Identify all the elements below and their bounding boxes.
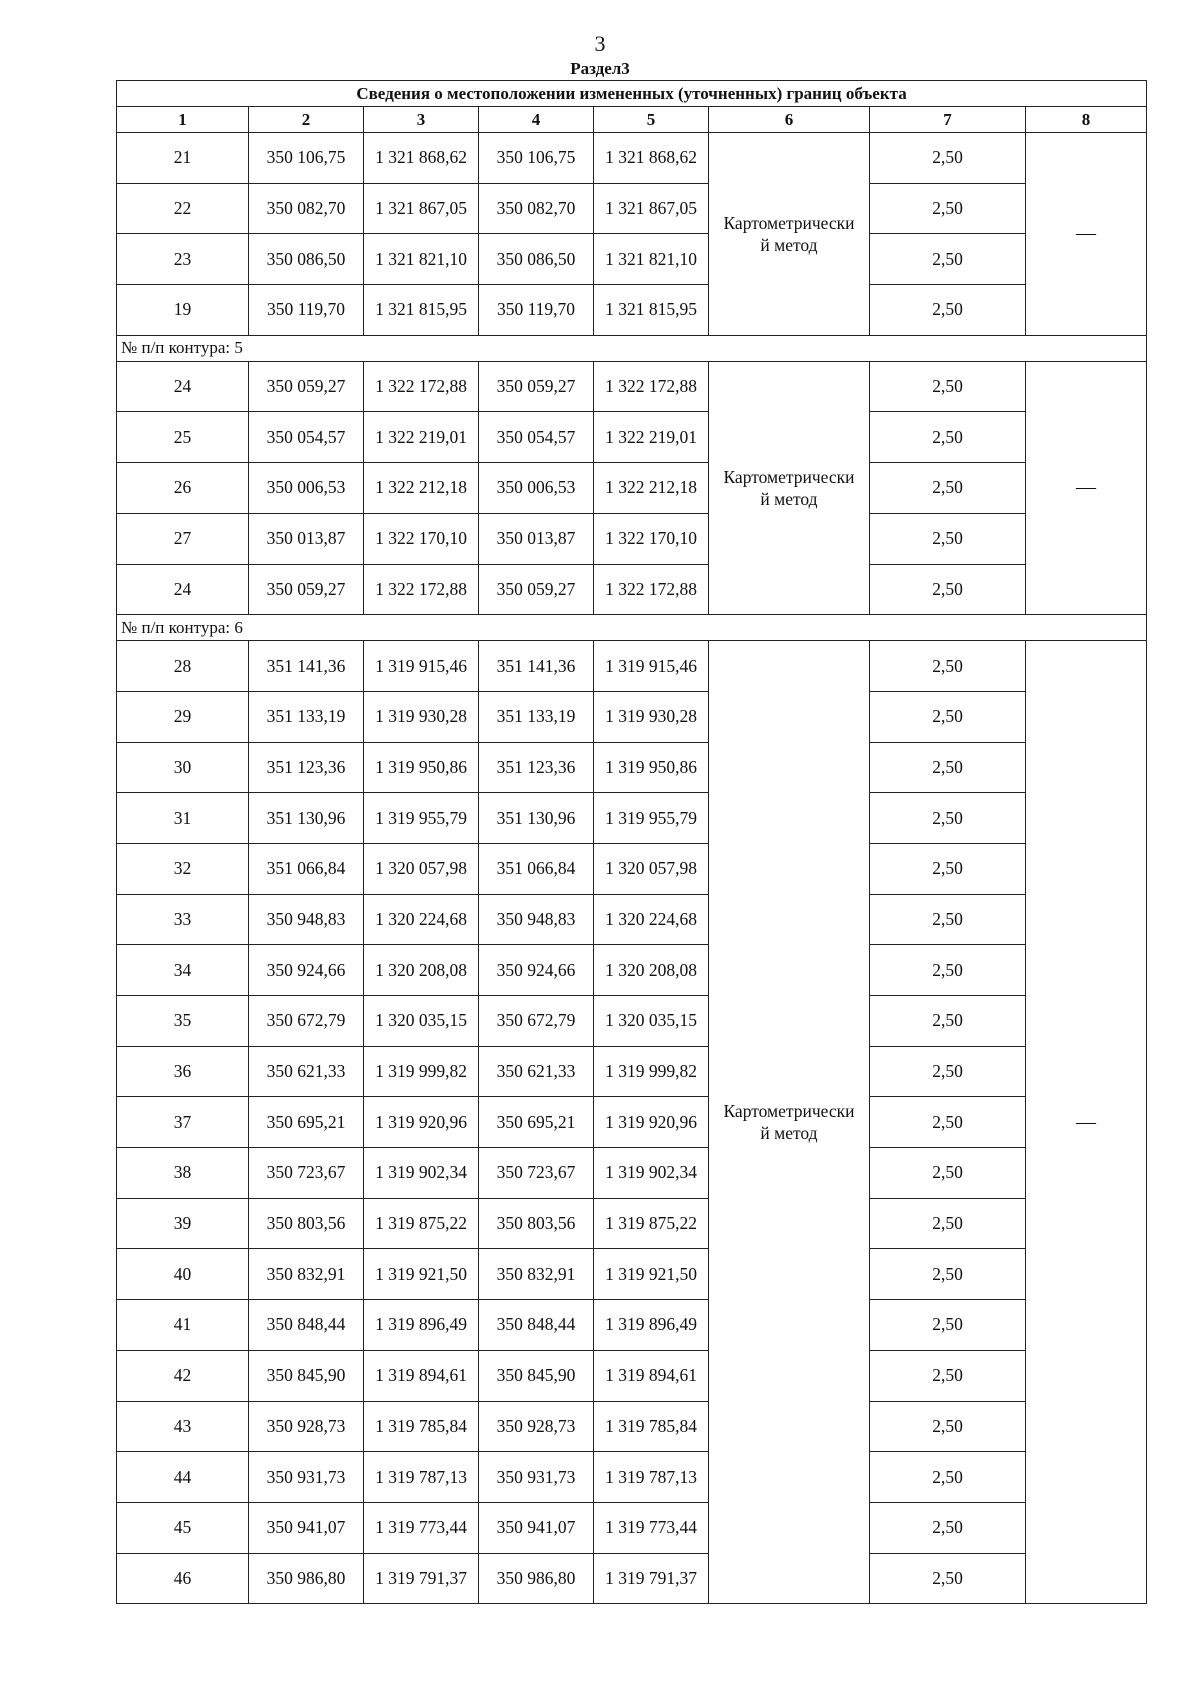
point-number-cell: 24 [117,361,249,412]
x-new-cell: 350 621,33 [479,1046,594,1097]
y-existing-cell: 1 319 915,46 [364,641,479,692]
table-row [117,793,1147,844]
x-existing-cell: 350 621,33 [249,1046,364,1097]
y-existing-cell: 1 319 902,34 [364,1148,479,1199]
x-existing-cell: 351 133,19 [249,691,364,742]
point-number-cell: 41 [117,1300,249,1351]
method-line: Картометрически [723,466,855,487]
method-line: й метод [760,488,818,509]
x-new-cell: 350 695,21 [479,1097,594,1148]
x-new-cell: 350 106,75 [479,133,594,184]
y-new-cell: 1 320 057,98 [594,843,709,894]
accuracy-cell: 2,50 [870,463,1026,514]
note-cell: — [1026,361,1147,614]
accuracy-cell: 2,50 [870,1046,1026,1097]
accuracy-cell: 2,50 [870,1452,1026,1503]
point-number-cell: 33 [117,894,249,945]
x-new-cell: 350 928,73 [479,1401,594,1452]
y-new-cell: 1 320 224,68 [594,894,709,945]
y-existing-cell: 1 319 785,84 [364,1401,479,1452]
point-number-cell: 44 [117,1452,249,1503]
column-number: 6 [709,107,870,133]
x-existing-cell: 350 848,44 [249,1300,364,1351]
table-row [117,1198,1147,1249]
point-number-cell: 29 [117,691,249,742]
method-cell [709,133,870,336]
point-number-cell: 31 [117,793,249,844]
y-new-cell: 1 321 867,05 [594,183,709,234]
x-new-cell: 350 941,07 [479,1502,594,1553]
x-existing-cell: 350 931,73 [249,1452,364,1503]
note-cell: — [1026,133,1147,336]
accuracy-cell: 2,50 [870,1553,1026,1604]
table-row [117,1249,1147,1300]
column-number: 7 [870,107,1026,133]
table-row [117,285,1147,336]
y-existing-cell: 1 320 035,15 [364,996,479,1047]
accuracy-cell: 2,50 [870,564,1026,615]
x-new-cell: 351 141,36 [479,641,594,692]
y-existing-cell: 1 319 955,79 [364,793,479,844]
section-title: Раздел3 [570,59,630,78]
y-new-cell: 1 319 915,46 [594,641,709,692]
y-new-cell: 1 320 035,15 [594,996,709,1047]
x-existing-cell: 350 082,70 [249,183,364,234]
x-existing-cell: 350 723,67 [249,1148,364,1199]
point-number-cell: 26 [117,463,249,514]
x-existing-cell: 350 803,56 [249,1198,364,1249]
x-existing-cell: 351 141,36 [249,641,364,692]
x-existing-cell: 350 059,27 [249,361,364,412]
accuracy-cell: 2,50 [870,742,1026,793]
y-existing-cell: 1 319 896,49 [364,1300,479,1351]
x-new-cell: 350 803,56 [479,1198,594,1249]
accuracy-cell: 2,50 [870,1198,1026,1249]
method-cell [709,641,870,1604]
table-row [117,1300,1147,1351]
table-row [117,1401,1147,1452]
y-new-cell: 1 319 791,37 [594,1553,709,1604]
point-number-cell: 22 [117,183,249,234]
accuracy-cell: 2,50 [870,412,1026,463]
accuracy-cell: 2,50 [870,691,1026,742]
x-existing-cell: 350 986,80 [249,1553,364,1604]
x-existing-cell: 350 119,70 [249,285,364,336]
y-existing-cell: 1 319 930,28 [364,691,479,742]
y-new-cell: 1 319 773,44 [594,1502,709,1553]
y-new-cell: 1 319 921,50 [594,1249,709,1300]
x-new-cell: 350 723,67 [479,1148,594,1199]
y-new-cell: 1 322 170,10 [594,513,709,564]
accuracy-cell: 2,50 [870,1300,1026,1351]
y-new-cell: 1 319 920,96 [594,1097,709,1148]
table-row [117,1046,1147,1097]
x-existing-cell: 350 832,91 [249,1249,364,1300]
y-new-cell: 1 321 868,62 [594,133,709,184]
point-number-cell: 38 [117,1148,249,1199]
y-new-cell: 1 319 875,22 [594,1198,709,1249]
method-cell [709,361,870,614]
x-existing-cell: 350 928,73 [249,1401,364,1452]
x-existing-cell: 350 013,87 [249,513,364,564]
accuracy-cell: 2,50 [870,234,1026,285]
x-new-cell: 351 130,96 [479,793,594,844]
x-new-cell: 351 066,84 [479,843,594,894]
y-existing-cell: 1 319 787,13 [364,1452,479,1503]
point-number-cell: 40 [117,1249,249,1300]
x-existing-cell: 351 123,36 [249,742,364,793]
y-new-cell: 1 321 815,95 [594,285,709,336]
point-number-cell: 30 [117,742,249,793]
x-existing-cell: 350 948,83 [249,894,364,945]
x-new-cell: 351 123,36 [479,742,594,793]
column-number: 8 [1026,107,1147,133]
table-row [117,1350,1147,1401]
point-number-cell: 36 [117,1046,249,1097]
y-existing-cell: 1 322 212,18 [364,463,479,514]
accuracy-cell: 2,50 [870,1249,1026,1300]
y-new-cell: 1 322 219,01 [594,412,709,463]
x-new-cell: 350 119,70 [479,285,594,336]
accuracy-cell: 2,50 [870,843,1026,894]
y-existing-cell: 1 320 057,98 [364,843,479,894]
x-new-cell: 350 086,50 [479,234,594,285]
y-existing-cell: 1 319 894,61 [364,1350,479,1401]
x-existing-cell: 350 924,66 [249,945,364,996]
y-new-cell: 1 319 902,34 [594,1148,709,1199]
method-line: Картометрически [723,212,855,233]
boundary-coordinates-table [116,80,1147,1604]
table-row [117,1148,1147,1199]
point-number-cell: 23 [117,234,249,285]
y-new-cell: 1 322 172,88 [594,564,709,615]
y-existing-cell: 1 320 224,68 [364,894,479,945]
table-row [117,843,1147,894]
point-number-cell: 39 [117,1198,249,1249]
accuracy-cell: 2,50 [870,996,1026,1047]
accuracy-cell: 2,50 [870,285,1026,336]
column-number: 5 [594,107,709,133]
table-row [117,133,1147,184]
x-new-cell: 350 672,79 [479,996,594,1047]
accuracy-cell: 2,50 [870,1401,1026,1452]
y-existing-cell: 1 322 172,88 [364,564,479,615]
y-existing-cell: 1 321 815,95 [364,285,479,336]
y-new-cell: 1 322 172,88 [594,361,709,412]
x-new-cell: 351 133,19 [479,691,594,742]
y-existing-cell: 1 322 170,10 [364,513,479,564]
point-number-cell: 28 [117,641,249,692]
accuracy-cell: 2,50 [870,793,1026,844]
x-existing-cell: 350 695,21 [249,1097,364,1148]
x-existing-cell: 350 059,27 [249,564,364,615]
table-row [117,361,1147,412]
y-existing-cell: 1 319 791,37 [364,1553,479,1604]
accuracy-cell: 2,50 [870,1097,1026,1148]
x-existing-cell: 350 006,53 [249,463,364,514]
accuracy-cell: 2,50 [870,945,1026,996]
accuracy-cell: 2,50 [870,513,1026,564]
y-new-cell: 1 319 999,82 [594,1046,709,1097]
y-existing-cell: 1 322 219,01 [364,412,479,463]
point-number-cell: 25 [117,412,249,463]
table-row [117,1502,1147,1553]
y-existing-cell: 1 321 821,10 [364,234,479,285]
method-line: й метод [760,234,818,255]
x-existing-cell: 350 054,57 [249,412,364,463]
y-existing-cell: 1 321 868,62 [364,133,479,184]
point-number-cell: 34 [117,945,249,996]
y-existing-cell: 1 320 208,08 [364,945,479,996]
x-new-cell: 350 059,27 [479,564,594,615]
y-new-cell: 1 319 950,86 [594,742,709,793]
table-row [117,742,1147,793]
x-existing-cell: 351 066,84 [249,843,364,894]
point-number-cell: 24 [117,564,249,615]
column-number: 2 [249,107,364,133]
y-new-cell: 1 319 955,79 [594,793,709,844]
x-existing-cell: 350 672,79 [249,996,364,1047]
point-number-cell: 32 [117,843,249,894]
y-new-cell: 1 320 208,08 [594,945,709,996]
contour-label: № п/п контура: 6 [117,615,1147,641]
point-number-cell: 46 [117,1553,249,1604]
x-new-cell: 350 924,66 [479,945,594,996]
y-new-cell: 1 319 787,13 [594,1452,709,1503]
y-existing-cell: 1 319 875,22 [364,1198,479,1249]
table-row [117,564,1147,615]
accuracy-cell: 2,50 [870,1148,1026,1199]
x-new-cell: 350 848,44 [479,1300,594,1351]
point-number-cell: 45 [117,1502,249,1553]
y-new-cell: 1 319 896,49 [594,1300,709,1351]
point-number-cell: 21 [117,133,249,184]
x-new-cell: 350 931,73 [479,1452,594,1503]
y-existing-cell: 1 319 920,96 [364,1097,479,1148]
table-row [117,412,1147,463]
y-new-cell: 1 321 821,10 [594,234,709,285]
column-number: 3 [364,107,479,133]
contour-header-row [117,615,1147,641]
x-new-cell: 350 845,90 [479,1350,594,1401]
table-row [117,945,1147,996]
y-existing-cell: 1 322 172,88 [364,361,479,412]
page-number: 3 [594,31,606,56]
x-new-cell: 350 948,83 [479,894,594,945]
x-new-cell: 350 059,27 [479,361,594,412]
point-number-cell: 37 [117,1097,249,1148]
point-number-cell: 27 [117,513,249,564]
table-row [117,1097,1147,1148]
table-row [117,183,1147,234]
table-row [117,513,1147,564]
column-number: 4 [479,107,594,133]
y-existing-cell: 1 319 773,44 [364,1502,479,1553]
accuracy-cell: 2,50 [870,361,1026,412]
y-new-cell: 1 319 930,28 [594,691,709,742]
y-new-cell: 1 319 785,84 [594,1401,709,1452]
contour-label: № п/п контура: 5 [117,335,1147,361]
method-line: й метод [760,1123,818,1144]
method-line: Картометрически [723,1101,855,1122]
x-new-cell: 350 986,80 [479,1553,594,1604]
table-row [117,996,1147,1047]
column-number: 1 [117,107,249,133]
contour-header-row [117,335,1147,361]
x-new-cell: 350 832,91 [479,1249,594,1300]
y-existing-cell: 1 321 867,05 [364,183,479,234]
x-new-cell: 350 013,87 [479,513,594,564]
accuracy-cell: 2,50 [870,1350,1026,1401]
accuracy-cell: 2,50 [870,183,1026,234]
accuracy-cell: 2,50 [870,641,1026,692]
point-number-cell: 35 [117,996,249,1047]
x-existing-cell: 350 086,50 [249,234,364,285]
x-existing-cell: 350 941,07 [249,1502,364,1553]
point-number-cell: 19 [117,285,249,336]
x-existing-cell: 350 845,90 [249,1350,364,1401]
table-row [117,1553,1147,1604]
table-row [117,894,1147,945]
point-number-cell: 43 [117,1401,249,1452]
y-new-cell: 1 322 212,18 [594,463,709,514]
table-row [117,234,1147,285]
y-existing-cell: 1 319 999,82 [364,1046,479,1097]
table-caption: Сведения о местоположении измененных (уточненных) границ объекта [117,81,1147,107]
table-body [117,133,1147,1604]
table-row [117,641,1147,692]
x-new-cell: 350 082,70 [479,183,594,234]
table-row [117,463,1147,514]
note-cell: — [1026,641,1147,1604]
x-new-cell: 350 054,57 [479,412,594,463]
y-new-cell: 1 319 894,61 [594,1350,709,1401]
accuracy-cell: 2,50 [870,133,1026,184]
table-row [117,691,1147,742]
x-existing-cell: 351 130,96 [249,793,364,844]
accuracy-cell: 2,50 [870,894,1026,945]
x-new-cell: 350 006,53 [479,463,594,514]
y-existing-cell: 1 319 950,86 [364,742,479,793]
accuracy-cell: 2,50 [870,1502,1026,1553]
point-number-cell: 42 [117,1350,249,1401]
y-existing-cell: 1 319 921,50 [364,1249,479,1300]
table-row [117,1452,1147,1503]
x-existing-cell: 350 106,75 [249,133,364,184]
